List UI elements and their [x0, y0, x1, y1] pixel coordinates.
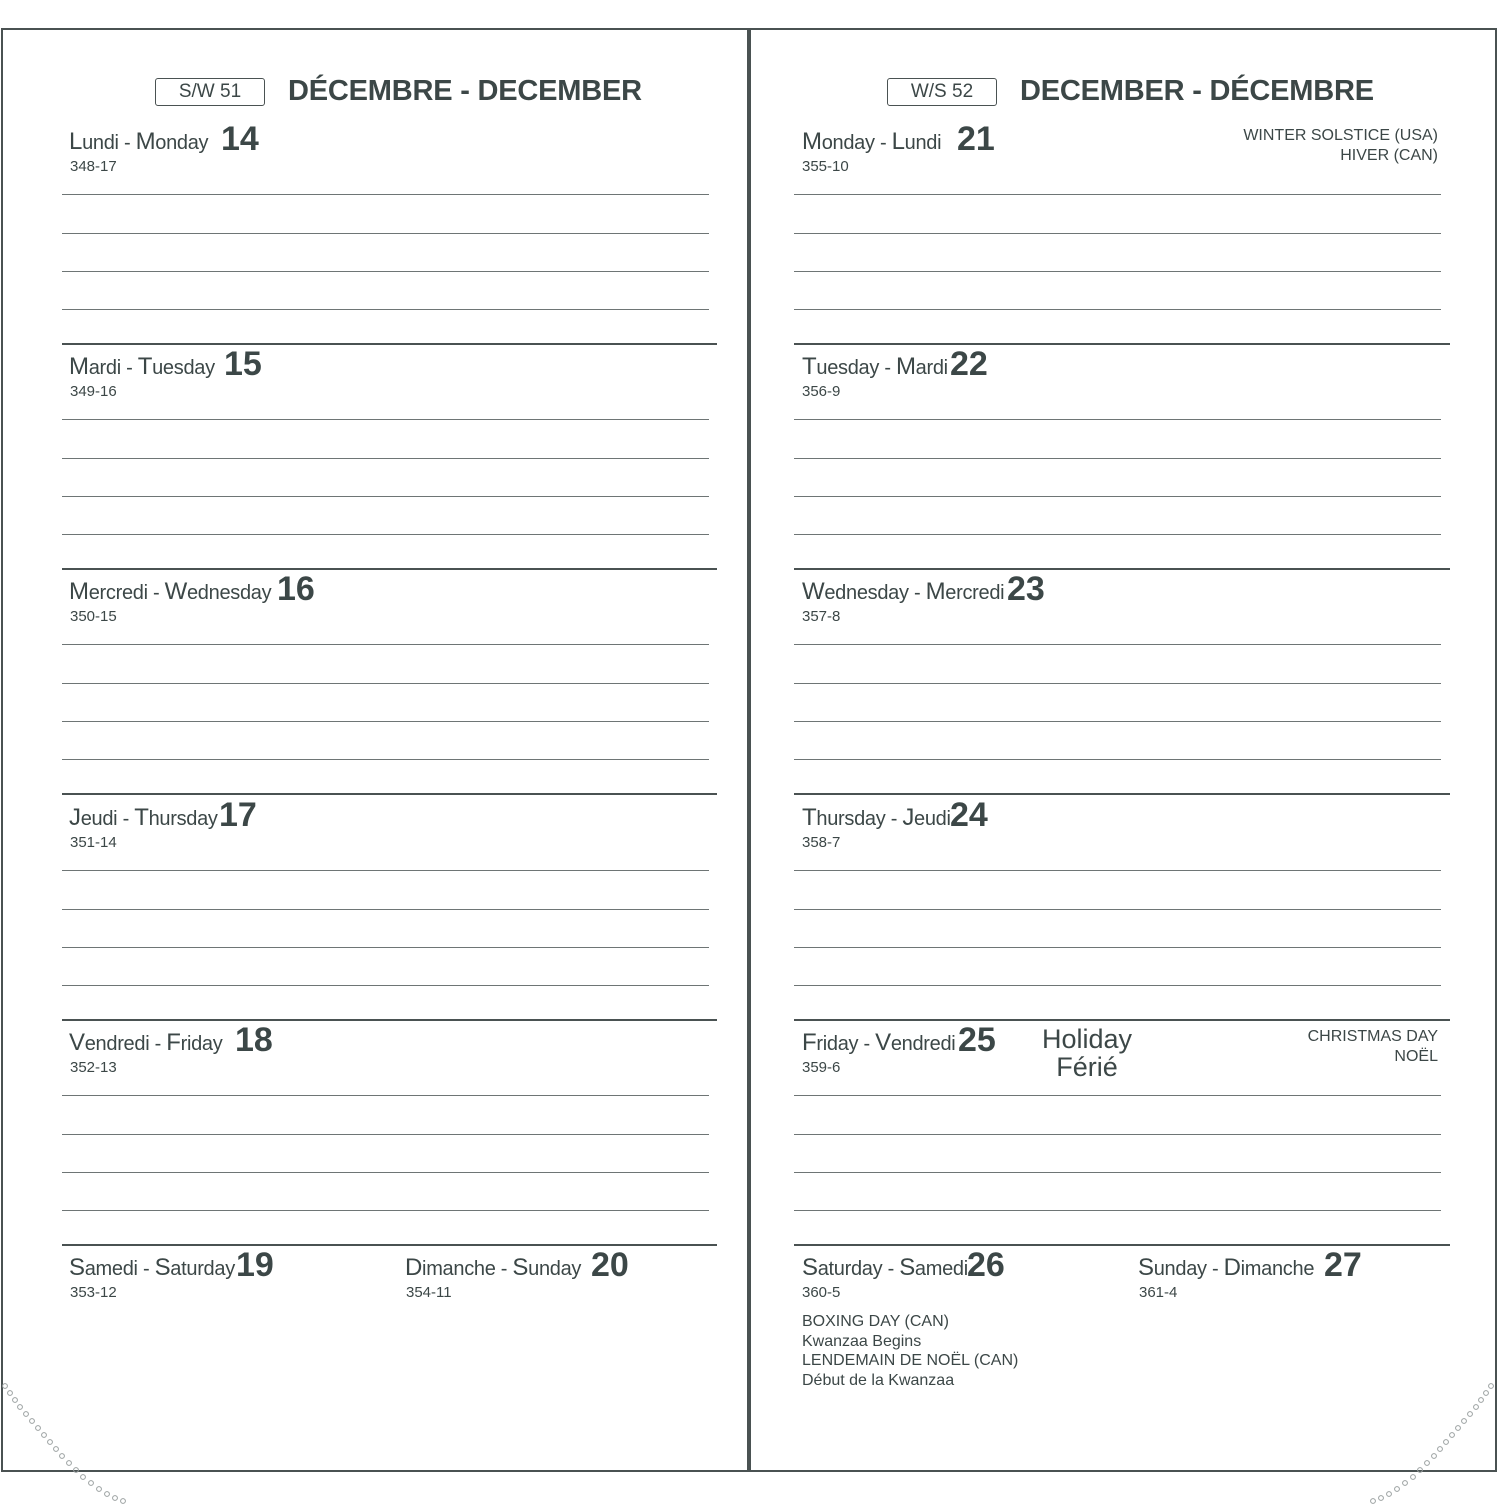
day-of-year: 358-7 [802, 834, 841, 851]
note-line: HIVER (CAN) [1340, 147, 1438, 164]
week-number-box: S/W 51 [155, 78, 265, 106]
day-separator [62, 343, 717, 345]
day-block [3, 1023, 747, 1248]
note-line: WINTER SOLSTICE (USA) [1243, 127, 1438, 144]
day-of-year: 351-14 [70, 834, 117, 851]
writing-line [62, 1172, 709, 1173]
writing-line [62, 233, 709, 234]
day-separator [794, 1244, 1450, 1246]
day-number: 25 [958, 1021, 996, 1059]
day-block [751, 347, 1495, 572]
writing-line [62, 1210, 709, 1211]
day-of-year: 357-8 [802, 608, 841, 625]
writing-line [794, 309, 1441, 310]
writing-line [794, 534, 1441, 535]
month-title: DÉCEMBRE - DECEMBER [288, 75, 642, 107]
day-number: 23 [1007, 570, 1045, 608]
day-number: 16 [277, 570, 315, 608]
day-block [3, 347, 747, 572]
writing-line [794, 721, 1441, 722]
day-of-year: 356-9 [802, 383, 841, 400]
writing-line [794, 419, 1441, 420]
writing-line [794, 1095, 1441, 1096]
writing-line [794, 870, 1441, 871]
day-block [3, 572, 747, 797]
day-number: 18 [235, 1021, 273, 1059]
writing-line [794, 1134, 1441, 1135]
writing-line [62, 1095, 709, 1096]
day-name: Sunday - Dimanche [1138, 1254, 1315, 1281]
writing-line [794, 1210, 1441, 1211]
writing-line [794, 985, 1441, 986]
writing-line [794, 683, 1441, 684]
writing-line [62, 496, 709, 497]
note-line: Début de la Kwanzaa [802, 1371, 955, 1389]
month-title: DECEMBER - DÉCEMBRE [1020, 75, 1374, 107]
writing-line [794, 496, 1441, 497]
day-separator [62, 1244, 717, 1246]
writing-line [62, 644, 709, 645]
writing-line [62, 534, 709, 535]
day-name: Thursday - Jeudi [802, 804, 951, 831]
day-of-year: 348-17 [70, 158, 117, 175]
writing-line [62, 1134, 709, 1135]
writing-line [62, 985, 709, 986]
note-line: Kwanzaa Begins [802, 1332, 922, 1350]
day-number: 15 [224, 345, 262, 383]
day-name: Monday - Lundi [802, 128, 942, 155]
day-name: Wednesday - Mercredi [802, 578, 1005, 605]
day-name: Mercredi - Wednesday [69, 578, 272, 605]
day-name: Jeudi - Thursday [69, 804, 218, 831]
writing-line [794, 194, 1441, 195]
day-number: 22 [950, 345, 988, 383]
day-of-year: 354-11 [406, 1284, 452, 1301]
day-number: 14 [221, 120, 259, 158]
holiday-label [1037, 1025, 1137, 1081]
writing-line [794, 947, 1441, 948]
day-name: Dimanche - Sunday [405, 1254, 582, 1281]
day-of-year: 350-15 [70, 608, 117, 625]
writing-line [794, 271, 1441, 272]
day-separator [794, 568, 1450, 570]
writing-line [794, 909, 1441, 910]
day-block [751, 122, 1495, 347]
day-block [3, 122, 747, 347]
writing-line [62, 870, 709, 871]
page-corner-decoration [1, 1380, 131, 1510]
day-name: Friday - Vendredi [802, 1029, 956, 1056]
day-of-year: 349-16 [70, 383, 117, 400]
writing-line [794, 644, 1441, 645]
left-page [1, 28, 749, 1472]
writing-line [62, 309, 709, 310]
day-name: Lundi - Monday [69, 128, 209, 155]
day-separator [794, 343, 1450, 345]
day-number: 17 [219, 796, 257, 834]
writing-line [62, 194, 709, 195]
right-page [749, 28, 1497, 1472]
writing-line [62, 419, 709, 420]
page-corner-decoration [1365, 1380, 1495, 1510]
writing-line [62, 909, 709, 910]
note-line: BOXING DAY (CAN) [802, 1313, 949, 1330]
day-notes [802, 1312, 1018, 1390]
writing-line [794, 458, 1441, 459]
note-line: LENDEMAIN DE NOËL (CAN) [802, 1352, 1019, 1369]
writing-line [62, 721, 709, 722]
day-name: Tuesday - Mardi [802, 353, 948, 380]
writing-line [62, 683, 709, 684]
writing-line [62, 759, 709, 760]
day-name: Saturday - Samedi [802, 1254, 968, 1281]
day-block [751, 1023, 1495, 1248]
writing-line [62, 271, 709, 272]
day-of-year: 353-12 [70, 1284, 117, 1301]
note-line: CHRISTMAS DAY [1307, 1028, 1438, 1045]
day-block [751, 572, 1495, 797]
day-separator [794, 1019, 1450, 1021]
writing-line [794, 759, 1441, 760]
day-notes [1243, 126, 1438, 166]
day-number: 20 [591, 1246, 629, 1284]
day-separator [62, 793, 717, 795]
day-of-year: 361-4 [1139, 1284, 1178, 1301]
day-separator [62, 1019, 717, 1021]
page-header [3, 75, 747, 118]
week-number-box: W/S 52 [887, 78, 997, 106]
day-of-year: 352-13 [70, 1059, 117, 1076]
writing-line [62, 458, 709, 459]
day-number: 27 [1324, 1246, 1362, 1284]
day-of-year: 355-10 [802, 158, 849, 175]
day-of-year: 359-6 [802, 1059, 841, 1076]
day-name: Vendredi - Friday [69, 1029, 223, 1056]
day-number: 21 [957, 120, 995, 158]
writing-line [62, 947, 709, 948]
holiday-line: Férié [1056, 1052, 1118, 1082]
day-separator [794, 793, 1450, 795]
day-number: 26 [967, 1246, 1005, 1284]
day-of-year: 360-5 [802, 1284, 841, 1301]
day-name: Mardi - Tuesday [69, 353, 215, 380]
writing-line [794, 1172, 1441, 1173]
day-number: 19 [236, 1246, 274, 1284]
writing-line [794, 233, 1441, 234]
day-notes [1308, 1027, 1438, 1067]
note-line: NOËL [1394, 1048, 1438, 1065]
day-number: 24 [950, 796, 988, 834]
day-block [3, 798, 747, 1023]
day-separator [62, 568, 717, 570]
page-header [751, 75, 1495, 118]
day-name: Samedi - Saturday [69, 1254, 235, 1281]
holiday-line: Holiday [1041, 1024, 1133, 1054]
day-block [751, 798, 1495, 1023]
